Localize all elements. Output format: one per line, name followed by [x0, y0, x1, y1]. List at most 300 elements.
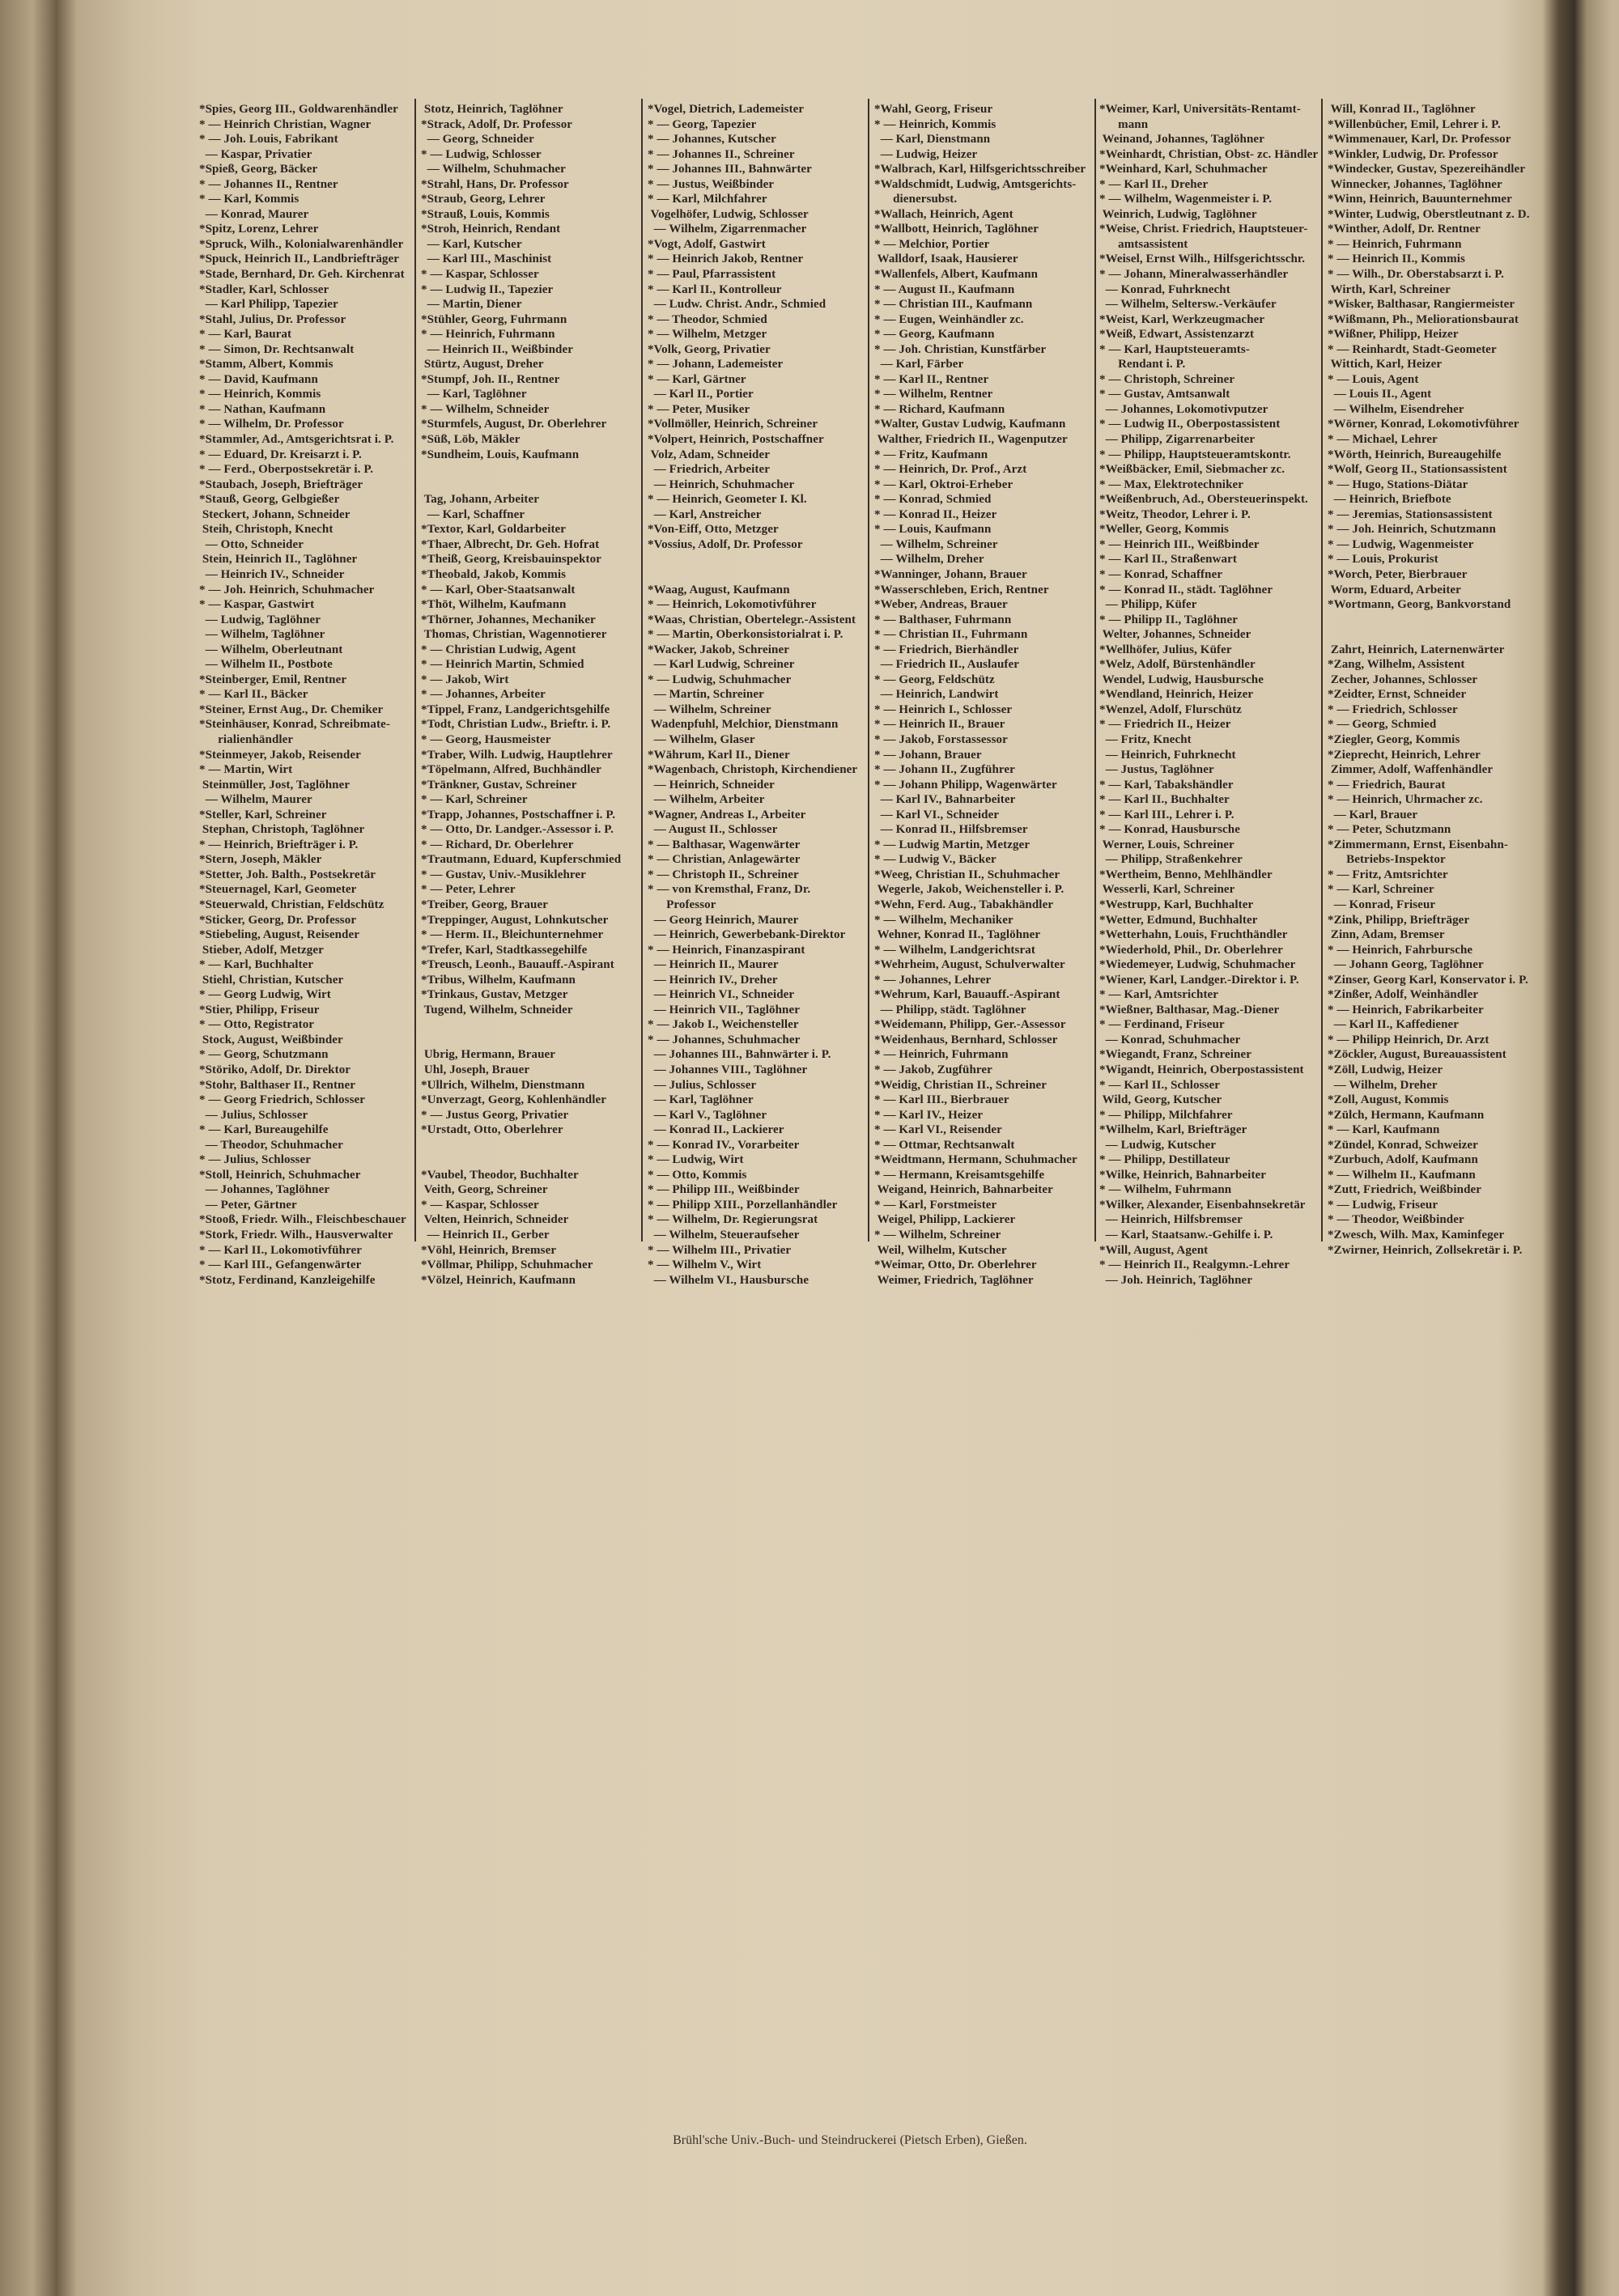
- directory-entry: * — Martin, Wirt: [199, 763, 293, 777]
- directory-entry: *Wendland, Heinrich, Heizer: [1099, 688, 1254, 702]
- directory-entry: *Waag, August, Kaufmann: [648, 583, 790, 596]
- directory-entry: Wadenpfuhl, Melchior, Dienstmann: [648, 718, 839, 732]
- directory-entry: — Heinrich, Schuhmacher: [648, 477, 795, 491]
- directory-entry: * — Hermann, Kreisamtsgehilfe: [874, 1168, 1045, 1182]
- directory-entry: — Heinrich, Briefbote: [1328, 493, 1451, 507]
- directory-entry: dienersubst.: [874, 193, 958, 206]
- directory-entry: *Winkler, Ludwig, Dr. Professor: [1328, 147, 1498, 161]
- directory-entry: * — Wilhelm, Dr. Regierungsrat: [648, 1213, 818, 1227]
- directory-entry: Walldorf, Isaak, Hausierer: [874, 253, 1018, 266]
- directory-entry: *Sticker, Georg, Dr. Professor: [199, 913, 357, 927]
- directory-entry: *Steinhäuser, Konrad, Schreibmate-: [199, 718, 390, 732]
- directory-entry: * — Johannes, Kutscher: [648, 133, 776, 146]
- directory-entry: *Wetterhahn, Louis, Fruchthändler: [1099, 928, 1288, 942]
- directory-entry: * — Georg, Feldschütz: [874, 673, 995, 686]
- directory-entry: * — Philipp II., Taglöhner: [1099, 613, 1238, 626]
- directory-entry: * — Christian II., Fuhrmann: [874, 628, 1028, 642]
- directory-entry: *Wilker, Alexander, Eisenbahnsekretär: [1099, 1198, 1306, 1212]
- directory-entry: [421, 1152, 641, 1168]
- directory-entry: — Karl Ludwig, Schreiner: [648, 658, 795, 672]
- directory-entry: *Zurbuch, Adolf, Kaufmann: [1328, 1153, 1478, 1167]
- directory-entry: * — Karl, Milchfahrer: [648, 193, 767, 206]
- directory-entry: * — Karl II., Kontrolleur: [648, 282, 782, 296]
- directory-entry: *Stork, Friedr. Wilh., Hausverwalter: [199, 1229, 393, 1242]
- directory-entry: * — Karl, Bureaugehilfe: [199, 1123, 329, 1137]
- directory-entry: * — Theodor, Schmied: [648, 312, 767, 326]
- directory-entry: * — Martin, Oberkonsistorialrat i. P.: [648, 628, 843, 642]
- directory-entry: * — Wilhelm, Rentner: [874, 388, 993, 401]
- directory-entry: Weimer, Friedrich, Taglöhner: [874, 1273, 1034, 1287]
- directory-entry: Thomas, Christian, Wagennotierer: [421, 628, 607, 642]
- directory-entry: *Stamm, Albert, Kommis: [199, 358, 334, 371]
- directory-entry: * — Karl, Hauptsteueramts-: [1099, 342, 1250, 356]
- directory-entry: * — David, Kaufmann: [199, 372, 318, 386]
- directory-entry: *Weinhardt, Christian, Obst- zc. Händler: [1099, 147, 1319, 161]
- directory-entry: — Johannes, Lokomotivputzer: [1099, 402, 1268, 416]
- directory-entry: *Weisel, Ernst Wilh., Hilfsgerichtsschr.: [1099, 253, 1306, 266]
- directory-entry: * — Ludwig Martin, Metzger: [874, 838, 1030, 851]
- directory-entry: — Konrad, Schuhmacher: [1099, 1033, 1241, 1046]
- directory-entry: Uhl, Joseph, Brauer: [421, 1063, 530, 1076]
- directory-entry: Zimmer, Adolf, Waffenhändler: [1328, 763, 1494, 777]
- directory-entry: — Wilhelm, Seltersw.-Verkäufer: [1099, 298, 1277, 312]
- directory-entry: * — Johann, Mineralwasserhändler: [1099, 268, 1289, 282]
- directory-entry: * — Georg, Hausmeister: [421, 732, 551, 746]
- directory-entry: *Stohr, Balthaser II., Rentner: [199, 1078, 356, 1092]
- directory-entry: *Steuerwald, Christian, Feldschütz: [199, 898, 385, 911]
- directory-entry: *Theobald, Jakob, Kommis: [421, 567, 567, 581]
- directory-entry: — Konrad II., Lackierer: [648, 1123, 784, 1137]
- directory-entry: *Wörner, Konrad, Lokomotivführer: [1328, 418, 1519, 431]
- directory-entry: — Karl, Anstreicher: [648, 507, 762, 521]
- directory-entry: * — Heinrich, Fahrbursche: [1328, 943, 1473, 957]
- directory-entry: *Trautmann, Eduard, Kupferschmied: [421, 853, 622, 867]
- directory-entry: *Winther, Adolf, Dr. Rentner: [1328, 223, 1481, 236]
- directory-entry: *Weller, Georg, Kommis: [1099, 523, 1229, 537]
- directory-entry: * — Johannes, Schuhmacher: [648, 1033, 801, 1046]
- directory-entry: * — Heinrich, Fabrikarbeiter: [1328, 1003, 1484, 1016]
- directory-entry: *Wörth, Heinrich, Bureaugehilfe: [1328, 448, 1502, 461]
- directory-entry: Ubrig, Hermann, Brauer: [421, 1048, 556, 1062]
- directory-entry: * — Jeremias, Stationsassistent: [1328, 507, 1493, 521]
- directory-entry: * — Heinrich II., Brauer: [874, 718, 1005, 732]
- directory-entry: [648, 552, 868, 567]
- directory-entry: * — Friedrich II., Heizer: [1099, 718, 1231, 732]
- directory-entry: *Vossius, Adolf, Dr. Professor: [648, 537, 803, 551]
- directory-entry: *Steinmeyer, Jakob, Reisender: [199, 748, 361, 762]
- directory-entry: * — Eugen, Weinhändler zc.: [874, 312, 1024, 326]
- directory-entry: * — Simon, Dr. Rechtsanwalt: [199, 342, 355, 356]
- directory-entry: — August II., Schlosser: [648, 823, 778, 837]
- directory-entry: * — Karl, Kaufmann: [1328, 1123, 1440, 1137]
- directory-entry: Stein, Heinrich II., Taglöhner: [199, 553, 358, 567]
- directory-entry: * — Gustav, Amtsanwalt: [1099, 388, 1230, 401]
- directory-entry: * — Johannes III., Bahnwärter: [648, 163, 812, 176]
- directory-entry: *Wimmenauer, Karl, Dr. Professor: [1328, 133, 1511, 146]
- directory-entry: Wendel, Ludwig, Hausbursche: [1099, 673, 1264, 686]
- directory-entry: * — Karl, Oktroi-Erheber: [874, 477, 1013, 491]
- directory-entry: Professor: [648, 898, 716, 911]
- directory-entry: — Karl, Kutscher: [421, 237, 522, 251]
- directory-entry: * — Heinrich, Fuhrmann: [421, 328, 555, 342]
- directory-entry: *Zöll, Ludwig, Heizer: [1328, 1063, 1443, 1076]
- directory-entry: *Theiß, Georg, Kreisbauinspektor: [421, 553, 601, 567]
- directory-entry: *Weimer, Karl, Universitäts-Rentamt-: [1099, 103, 1301, 116]
- directory-entry: *Winn, Heinrich, Bauunternehmer: [1328, 193, 1512, 206]
- directory-entry: * — Karl, Schreiner: [421, 793, 528, 807]
- directory-entry: * — Konrad IV., Vorarbeiter: [648, 1138, 800, 1152]
- column-divider: [868, 99, 869, 1241]
- directory-entry: *Wahl, Georg, Friseur: [874, 103, 993, 116]
- directory-entry: * — Karl II., Lokomotivführer: [199, 1243, 362, 1257]
- directory-entry: — Konrad II., Hilfsbremser: [874, 823, 1028, 837]
- column-divider: [414, 99, 416, 1241]
- directory-entry: Welter, Johannes, Schneider: [1099, 628, 1251, 642]
- directory-entry: * — Jakob I., Weichensteller: [648, 1018, 799, 1032]
- directory-entry: *Zang, Wilhelm, Assistent: [1328, 658, 1465, 672]
- directory-entry: * — Ottmar, Rechtsanwalt: [874, 1138, 1015, 1152]
- directory-entry: *Zimmermann, Ernst, Eisenbahn-: [1328, 838, 1509, 851]
- directory-entry: — Philipp, Straßenkehrer: [1099, 853, 1243, 867]
- directory-entry: * — Heinrich, Kommis: [874, 117, 996, 131]
- directory-entry: *Zoll, August, Kommis: [1328, 1093, 1449, 1107]
- directory-entry: * — Peter, Musiker: [648, 402, 750, 416]
- directory-entry: * — Heinrich, Uhrmacher zc.: [1328, 793, 1483, 807]
- directory-entry: *Weinhard, Karl, Schuhmacher: [1099, 163, 1268, 176]
- directory-entry: — Wilhelm II., Postbote: [199, 658, 333, 672]
- directory-entry: * — Karl, Amtsrichter: [1099, 988, 1219, 1002]
- directory-entry: — Karl, Brauer: [1328, 808, 1418, 821]
- directory-column-3: [648, 102, 868, 1288]
- directory-entry: — Theodor, Schuhmacher: [199, 1138, 343, 1152]
- directory-entry: * — Heinrich, Fuhrmann: [874, 1048, 1009, 1062]
- directory-entry: — Wilhelm VI., Hausbursche: [648, 1273, 810, 1287]
- directory-entry: Velten, Heinrich, Schneider: [421, 1213, 569, 1227]
- directory-entry: Stock, August, Weißbinder: [199, 1033, 343, 1046]
- directory-entry: * — Friedrich, Bierhändler: [874, 643, 1019, 656]
- directory-entry: *Stahl, Julius, Dr. Professor: [199, 312, 346, 326]
- directory-entry: *Weidtmann, Hermann, Schuhmacher: [874, 1153, 1077, 1167]
- directory-entry: *Wiegandt, Franz, Schreiner: [1099, 1048, 1251, 1062]
- directory-entry: rialienhändler: [199, 732, 294, 746]
- directory-entry: — Wilhelm, Taglöhner: [199, 628, 325, 642]
- directory-entry: — Wilhelm, Schreiner: [874, 537, 998, 551]
- directory-entry: — Friedrich II., Auslaufer: [874, 658, 1020, 672]
- directory-entry: *Windecker, Gustav, Spezereihändler: [1328, 163, 1526, 176]
- directory-entry: Steinmüller, Jost, Taglöhner: [199, 778, 351, 792]
- directory-entry: * — Philipp Heinrich, Dr. Arzt: [1328, 1033, 1489, 1046]
- directory-entry: *Textor, Karl, Goldarbeiter: [421, 523, 567, 537]
- directory-entry: * — Fritz, Kaufmann: [874, 448, 988, 461]
- directory-entry: *Wießner, Balthasar, Mag.-Diener: [1099, 1003, 1280, 1016]
- directory-entry: *Walter, Gustav Ludwig, Kaufmann: [874, 418, 1066, 431]
- directory-entry: * — Johannes II., Rentner: [199, 177, 338, 191]
- directory-entry: *Weißbäcker, Emil, Siebmacher zc.: [1099, 463, 1285, 477]
- directory-entry: * — Konrad, Schaffner: [1099, 567, 1223, 581]
- directory-entry: Zahrt, Heinrich, Laternenwärter: [1328, 643, 1505, 656]
- directory-entry: [1328, 627, 1548, 643]
- directory-entry: — Martin, Diener: [421, 298, 522, 312]
- directory-entry: [421, 462, 641, 477]
- directory-entry: Worm, Eduard, Arbeiter: [1328, 583, 1461, 596]
- directory-entry: Stiehl, Christian, Kutscher: [199, 973, 344, 987]
- directory-entry: — Johannes VIII., Taglöhner: [648, 1063, 808, 1076]
- directory-entry: *Ziegler, Georg, Kommis: [1328, 732, 1460, 746]
- directory-entry: *Wiener, Karl, Landger.-Direktor i. P.: [1099, 973, 1299, 987]
- column-divider: [641, 99, 643, 1241]
- directory-entry: — Karl Philipp, Tapezier: [199, 298, 338, 312]
- directory-entry: Veith, Georg, Schreiner: [421, 1183, 548, 1197]
- directory-entry: — Justus, Taglöhner: [1099, 763, 1214, 777]
- directory-entry: * — von Kremsthal, Franz, Dr.: [648, 883, 811, 897]
- directory-entry: * — Johannes, Arbeiter: [421, 688, 546, 702]
- directory-entry: — Wilhelm, Oberleutnant: [199, 643, 343, 656]
- directory-entry: *Stadler, Karl, Schlosser: [199, 282, 329, 296]
- directory-entry: * — Joh. Heinrich, Schuhmacher: [199, 583, 375, 596]
- directory-entry: *Wiedemeyer, Ludwig, Schuhmacher: [1099, 958, 1296, 972]
- directory-entry: *Wilhelm, Karl, Briefträger: [1099, 1123, 1247, 1137]
- directory-entry: * — Jakob, Zugführer: [874, 1063, 992, 1076]
- directory-entry: *Zündel, Konrad, Schweizer: [1328, 1138, 1478, 1152]
- directory-entry: *Steiner, Ernst Aug., Dr. Chemiker: [199, 702, 384, 716]
- directory-entry: Walther, Friedrich II., Wagenputzer: [874, 433, 1068, 447]
- directory-entry: — Peter, Gärtner: [199, 1198, 297, 1212]
- directory-entry: *Tränkner, Gustav, Schreiner: [421, 778, 577, 792]
- directory-entry: * — Wilh., Dr. Oberstabsarzt i. P.: [1328, 268, 1504, 282]
- directory-entry: * — Heinrich I., Schlosser: [874, 702, 1013, 716]
- directory-entry: * — Heinrich II., Kommis: [1328, 253, 1465, 266]
- directory-entry: * — Ludwig II., Tapezier: [421, 282, 554, 296]
- directory-entry: *Zinßer, Adolf, Weinhändler: [1328, 988, 1479, 1002]
- directory-entry: *Wißner, Philipp, Heizer: [1328, 328, 1459, 342]
- directory-entry: *Vogel, Dietrich, Lademeister: [648, 103, 805, 116]
- directory-entry: * — Karl, Kommis: [199, 193, 300, 206]
- directory-entry: *Trinkaus, Gustav, Metzger: [421, 988, 568, 1002]
- directory-entry: * — Justus, Weißbinder: [648, 177, 775, 191]
- directory-entry: *Störiko, Adolf, Dr. Direktor: [199, 1063, 351, 1076]
- directory-entry: *Steuernagel, Karl, Geometer: [199, 883, 357, 897]
- directory-entry: * — Johann, Brauer: [874, 748, 982, 762]
- directory-entry: — Karl, Färber: [874, 358, 964, 371]
- directory-entry: *Traber, Wilh. Ludwig, Hauptlehrer: [421, 748, 613, 762]
- directory-entry: — Wilhelm, Arbeiter: [648, 793, 765, 807]
- directory-entry: *Zwesch, Wilh. Max, Kaminfeger: [1328, 1229, 1505, 1242]
- directory-entry: Wesserli, Karl, Schreiner: [1099, 883, 1235, 897]
- directory-entry: * — Karl III., Bierbrauer: [874, 1093, 1009, 1107]
- directory-entry: Stephan, Christoph, Taglöhner: [199, 823, 365, 837]
- directory-entry: — Joh. Heinrich, Taglöhner: [1099, 1273, 1253, 1287]
- directory-entry: * — Philipp III., Weißbinder: [648, 1183, 800, 1197]
- directory-entry: Weigel, Philipp, Lackierer: [874, 1213, 1016, 1227]
- directory-entry: — Heinrich, Schneider: [648, 778, 775, 792]
- directory-entry: *Zöckler, August, Bureauassistent: [1328, 1048, 1506, 1062]
- directory-entry: *Weeg, Christian II., Schuhmacher: [874, 868, 1060, 881]
- directory-entry: * — Theodor, Weißbinder: [1328, 1213, 1464, 1227]
- directory-entry: * — Richard, Kaufmann: [874, 402, 1005, 416]
- directory-entry: — Philipp, Küfer: [1099, 598, 1197, 612]
- directory-entry: * — Karl II., Straßenwart: [1099, 553, 1237, 567]
- directory-entry: * — Karl, Ober-Staatsanwalt: [421, 583, 576, 596]
- directory-entry: * — Karl II., Schlosser: [1099, 1078, 1220, 1092]
- directory-entry: * — Paul, Pfarrassistent: [648, 268, 776, 282]
- directory-entry: * — Karl, Baurat: [199, 328, 292, 342]
- directory-entry: * — Christian III., Kaufmann: [874, 298, 1033, 312]
- directory-entry: * — Georg Friedrich, Schlosser: [199, 1093, 366, 1107]
- directory-entry: * — Ludwig II., Oberpostassistent: [1099, 418, 1281, 431]
- directory-entry: *Zink, Philipp, Briefträger: [1328, 913, 1470, 927]
- directory-entry: * — Louis, Agent: [1328, 372, 1419, 386]
- directory-column-2: [421, 102, 641, 1288]
- directory-entry: Weil, Wilhelm, Kutscher: [874, 1243, 1007, 1257]
- directory-entry: * — Georg, Tapezier: [648, 117, 757, 131]
- directory-entry: Steih, Christoph, Knecht: [199, 523, 334, 537]
- directory-entry: *Wiederhold, Phil., Dr. Oberlehrer: [1099, 943, 1283, 957]
- directory-entry: * — Konrad, Schmied: [874, 493, 992, 507]
- directory-column-5: [1099, 102, 1319, 1288]
- directory-entry: * — Philipp, Destillateur: [1099, 1153, 1230, 1167]
- directory-entry: *Treiber, Georg, Brauer: [421, 898, 548, 911]
- directory-entry: *Strahl, Hans, Dr. Professor: [421, 177, 569, 191]
- printer-imprint: Brühl'sche Univ.-Buch- und Steindruckerei (Pietsch Erben), Gießen.: [673, 2133, 1027, 2147]
- directory-entry: * — Gustav, Univ.-Musiklehrer: [421, 868, 586, 881]
- directory-entry: *Wallbott, Heinrich, Taglöhner: [874, 223, 1039, 236]
- directory-entry: * — Kaspar, Schlosser: [421, 268, 539, 282]
- directory-entry: *Weimar, Otto, Dr. Oberlehrer: [874, 1258, 1037, 1272]
- directory-entry: *Vaubel, Theodor, Buchhalter: [421, 1168, 579, 1182]
- directory-entry: *Trefer, Karl, Stadtkassegehilfe: [421, 943, 588, 957]
- directory-entry: * — Konrad II., städt. Taglöhner: [1099, 583, 1273, 596]
- directory-entry: *Weidenhaus, Bernhard, Schlosser: [874, 1033, 1058, 1046]
- directory-entry: * — Georg, Kaufmann: [874, 328, 995, 342]
- directory-entry: — Karl, Dienstmann: [874, 133, 991, 146]
- directory-entry: — Wilhelm, Steueraufseher: [648, 1229, 800, 1242]
- directory-entry: *Tippel, Franz, Landgerichtsgehilfe: [421, 702, 610, 716]
- directory-entry: *Strack, Adolf, Dr. Professor: [421, 117, 573, 131]
- directory-entry: * — Fritz, Amtsrichter: [1328, 868, 1448, 881]
- directory-entry: Weinrich, Ludwig, Taglöhner: [1099, 207, 1257, 221]
- directory-entry: *Stoll, Heinrich, Schuhmacher: [199, 1168, 361, 1182]
- directory-entry: — Karl III., Maschinist: [421, 253, 552, 266]
- directory-entry: — Julius, Schlosser: [648, 1078, 757, 1092]
- directory-entry: — Philipp, städt. Taglöhner: [874, 1003, 1026, 1016]
- directory-entry: — Heinrich VII., Taglöhner: [648, 1003, 800, 1016]
- directory-entry: *Wolf, Georg II., Stationsassistent: [1328, 463, 1507, 477]
- directory-entry: Wirth, Karl, Schreiner: [1328, 282, 1451, 296]
- directory-entry: * — Wilhelm, Landgerichtsrat: [874, 943, 1035, 957]
- directory-entry: * — Heinrich, Briefträger i. P.: [199, 838, 359, 851]
- directory-entry: * — Melchior, Portier: [874, 237, 990, 251]
- directory-entry: — Karl II., Kaffediener: [1328, 1018, 1460, 1032]
- directory-entry: — Friedrich, Arbeiter: [648, 463, 771, 477]
- directory-entry: *Sundheim, Louis, Kaufmann: [421, 448, 580, 461]
- directory-entry: * — Ferdinand, Friseur: [1099, 1018, 1225, 1032]
- directory-entry: *Wellhöfer, Julius, Küfer: [1099, 643, 1232, 656]
- directory-entry: * — Karl II., Bäcker: [199, 688, 308, 702]
- directory-entry: * — Otto, Kommis: [648, 1168, 747, 1182]
- directory-entry: *Wagner, Andreas I., Arbeiter: [648, 808, 806, 821]
- directory-entry: *Wigandt, Heinrich, Oberpostassistent: [1099, 1063, 1304, 1076]
- directory-entry: *Töpelmann, Alfred, Buchhändler: [421, 763, 601, 777]
- directory-entry: *Wehrheim, August, Schulverwalter: [874, 958, 1065, 972]
- directory-entry: — Karl, Staatsanw.-Gehilfe i. P.: [1099, 1229, 1273, 1242]
- directory-entry: *Währum, Karl II., Diener: [648, 748, 790, 762]
- directory-entry: Zecher, Johannes, Schlosser: [1328, 673, 1478, 686]
- directory-entry: * — Peter, Lehrer: [421, 883, 516, 897]
- directory-entry: *Wilke, Heinrich, Bahnarbeiter: [1099, 1168, 1267, 1182]
- directory-entry: Vogelhöfer, Ludwig, Schlosser: [648, 207, 809, 221]
- directory-entry: *Weiß, Edwart, Assistenzarzt: [1099, 328, 1255, 342]
- directory-entry: *Wehrum, Karl, Bauauff.-Aspirant: [874, 988, 1060, 1002]
- directory-entry: * — Joh. Heinrich, Schutzmann: [1328, 523, 1496, 537]
- directory-entry: *Thaer, Albrecht, Dr. Geh. Hofrat: [421, 537, 600, 551]
- directory-entry: [648, 567, 868, 583]
- directory-entry: — Otto, Schneider: [199, 537, 304, 551]
- directory-entry: [421, 477, 641, 493]
- directory-entry: — Karl II., Portier: [648, 388, 754, 401]
- directory-entry: *Weber, Andreas, Brauer: [874, 598, 1008, 612]
- directory-entry: *Spitz, Lorenz, Lehrer: [199, 223, 319, 236]
- directory-entry: — Heinrich IV., Schneider: [199, 567, 345, 581]
- directory-entry: *Willenbücher, Emil, Lehrer i. P.: [1328, 117, 1501, 131]
- directory-entry: * — Heinrich, Dr. Prof., Arzt: [874, 463, 1027, 477]
- directory-entry: * — Louis, Prokurist: [1328, 553, 1438, 567]
- directory-entry: — Ludw. Christ. Andr., Schmied: [648, 298, 826, 312]
- directory-entry: * — Friedrich, Schlosser: [1328, 702, 1458, 716]
- directory-entry: * — Wilhelm, Schreiner: [874, 1229, 1001, 1242]
- directory-entry: * — Georg, Schutzmann: [199, 1048, 329, 1062]
- directory-entry: — Wilhelm, Dreher: [874, 553, 984, 567]
- directory-entry: *Weist, Karl, Werkzeugmacher: [1099, 312, 1265, 326]
- directory-entry: *Stiebeling, August, Reisender: [199, 928, 360, 942]
- directory-entry: *Winter, Ludwig, Oberstleutnant z. D.: [1328, 207, 1530, 221]
- directory-entry: *Staubach, Joseph, Briefträger: [199, 477, 363, 491]
- directory-entry: [421, 1017, 641, 1033]
- directory-column-1: [199, 102, 419, 1288]
- directory-entry: — Wilhelm, Schuhmacher: [421, 163, 566, 176]
- directory-entry: *Weidemann, Philipp, Ger.-Assessor: [874, 1018, 1066, 1032]
- directory-entry: Tugend, Wilhelm, Schneider: [421, 1003, 573, 1016]
- directory-entry: *Todt, Christian Ludw., Brieftr. i. P.: [421, 718, 611, 732]
- directory-entry: *Volk, Georg, Privatier: [648, 342, 771, 356]
- directory-entry: * — Christian, Anlagewärter: [648, 853, 801, 867]
- directory-entry: * — Nathan, Kaufmann: [199, 402, 326, 416]
- directory-entry: Betriebs-Inspektor: [1328, 853, 1446, 867]
- directory-entry: * — Ludwig, Schuhmacher: [648, 673, 792, 686]
- directory-entry: — Karl VI., Schneider: [874, 808, 1000, 821]
- column-divider: [1094, 99, 1096, 1241]
- directory-entry: Stieber, Adolf, Metzger: [199, 943, 324, 957]
- directory-entry: * — Wilhelm, Mechaniker: [874, 913, 1013, 927]
- directory-entry: * — Karl, Forstmeister: [874, 1198, 997, 1212]
- directory-entry: * — Georg Ludwig, Wirt: [199, 988, 331, 1002]
- directory-entry: *Waas, Christian, Obertelegr.-Assistent: [648, 613, 856, 626]
- directory-entry: * — Karl IV., Heizer: [874, 1108, 984, 1122]
- directory-entry: *Wenzel, Adolf, Flurschütz: [1099, 702, 1242, 716]
- directory-entry: — Karl, Taglöhner: [421, 388, 527, 401]
- directory-entry: * — Wilhelm, Fuhrmann: [1099, 1183, 1232, 1197]
- directory-entry: *Stooß, Friedr. Wilh., Fleischbeschauer: [199, 1213, 406, 1227]
- directory-entry: * — Wilhelm V., Wirt: [648, 1258, 762, 1272]
- directory-entry: * — Eduard, Dr. Kreisarzt i. P.: [199, 448, 362, 461]
- directory-entry: [421, 1138, 641, 1153]
- directory-entry: *Spieß, Georg, Bäcker: [199, 163, 318, 176]
- directory-entry: Stotz, Heinrich, Taglöhner: [421, 103, 563, 116]
- directory-entry: — Heinrich, Fuhrknecht: [1099, 748, 1236, 762]
- directory-entry: * — Ludwig V., Bäcker: [874, 853, 996, 867]
- directory-entry: * — Louis, Kaufmann: [874, 523, 992, 537]
- directory-entry: *Stetter, Joh. Balth., Postsekretär: [199, 868, 376, 881]
- directory-entry: * — Friedrich, Baurat: [1328, 778, 1446, 792]
